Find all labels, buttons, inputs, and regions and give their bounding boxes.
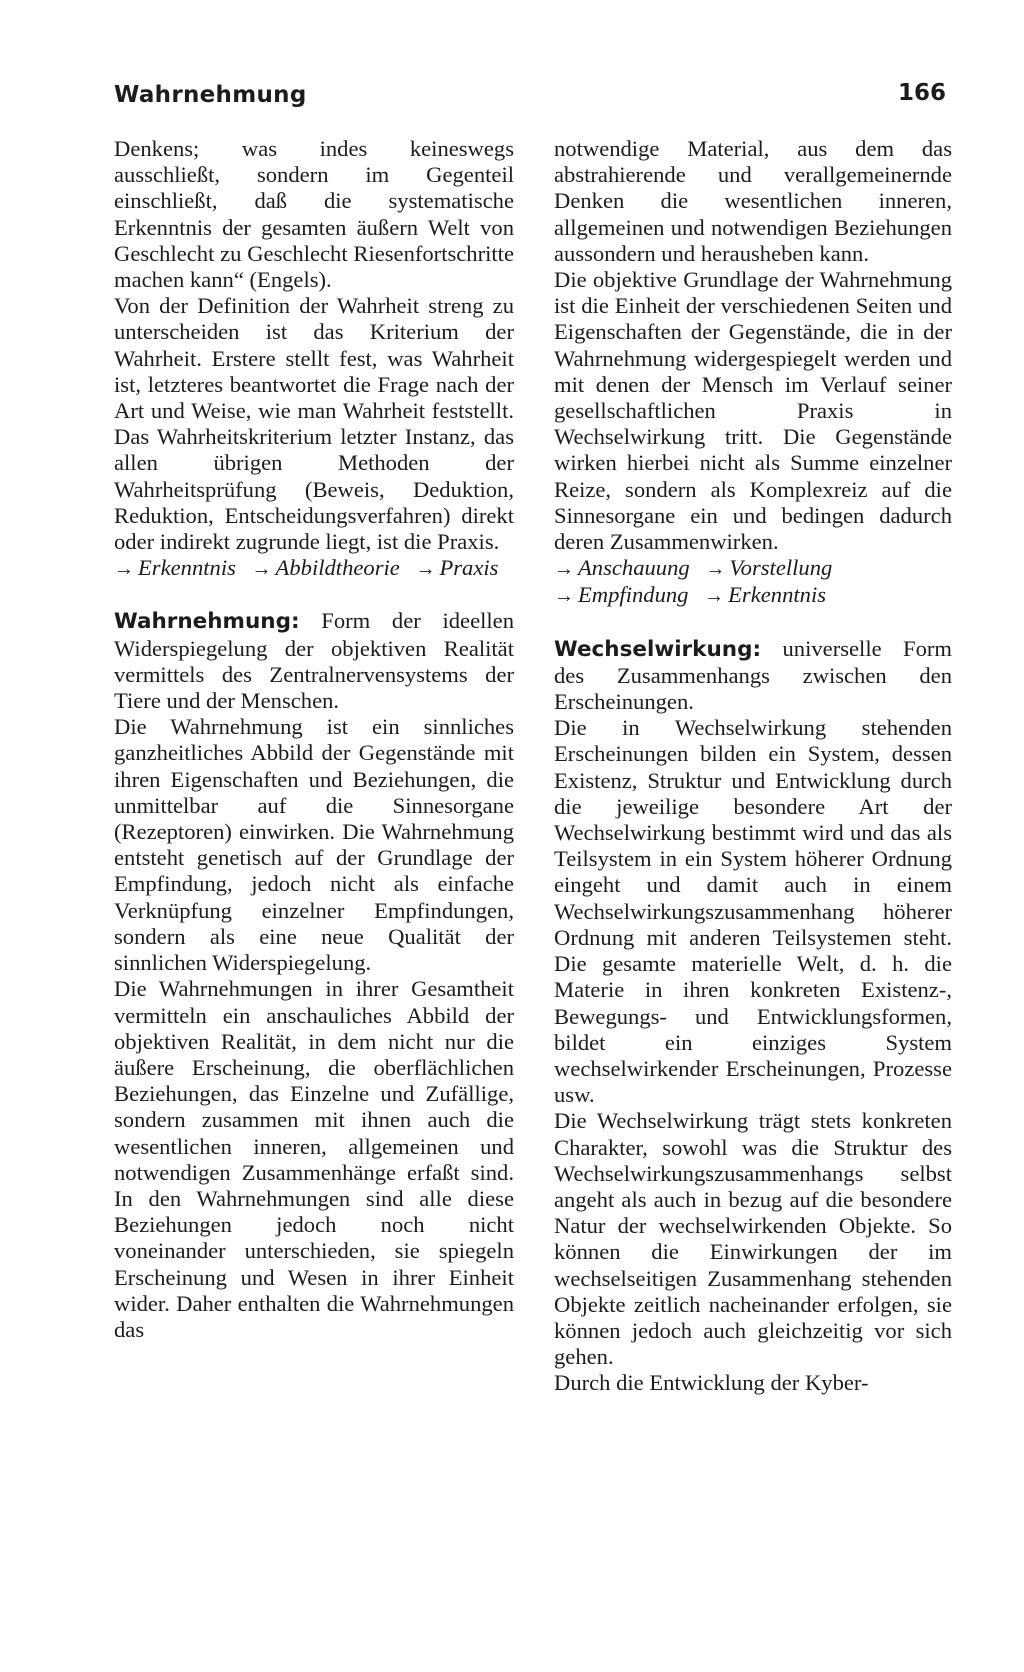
arrow-right-icon: → [415,558,436,581]
arrow-right-icon: → [251,558,272,581]
entry-definition: universelle Form des Zusammenhangs zwischen den Erscheinungen. [554,635,952,715]
entry-definition-paragraph [114,608,514,714]
see-also-link[interactable]: Empfindung [578,582,689,608]
page-number: 166 [897,80,946,106]
see-also-link[interactable]: Erkenntnis [728,582,827,608]
see-also-link[interactable]: Erkenntnis [138,555,236,581]
see-also-references [554,555,952,609]
continuation-paragraph: Von der Definition der Wahrheit streng zu unterscheiden ist das Kriterium der Wahrheit. Erstere stellt fest, was Wahrheit ist, letzteres beantwortet die Frage nach der Art und Weise, wie man Wahrheit feststellt. Das Wahrheitskriterium letzter Instanz, das allen übrigen Methoden der Wahrheitsprüfung (Beweis, Deduktion, Reduktion, Entscheidungsverfahren) direkt oder indirekt zugrunde liegt, ist die Praxis. [114,293,514,555]
entry-paragraph: Die Wechselwirkung trägt stets konkreten Charakter, sowohl was die Struktur des Wechselwirkungszusammenhangs selbst angeht als auch in bezug auf die besondere Natur der wechselwirkenden Objekte. So können die Einwirkungen der im wechselseitigen Zusammenhang stehenden Objekte zeitlich nacheinander erfolgen, sie können jedoch auch gleichzeitig vor sich gehen. [554,1108,952,1370]
continuation-paragraph: Die objektive Grundlage der Wahrnehmung ist die Einheit der verschiedenen Seiten und Eigenschaften der Gegenstände, die in der Wahrnehmung widergespiegelt werden und mit denen der Mensch im Verlauf seiner gesellschaftlichen Praxis in Wechselwirkung tritt. Die Gegenstände wirken hierbei nicht als Summe einzelner Reize, sondern als Komplexreiz auf die Sinnesorgane ein und bedingen dadurch deren Zusammenwirken. [554,267,952,555]
see-also-references [114,555,514,582]
arrow-right-icon: → [705,558,726,581]
entry-definition: Form der ideellen Widerspiegelung der objektiven Realität vermittels des Zentralnervensystems der Tiere und der Menschen. [114,608,514,714]
running-head: Wahrnehmung [114,82,307,108]
entry-paragraph: Die in Wechselwirkung stehenden Erscheinungen bilden ein System, dessen Existenz, Struktur und Entwicklung durch die jeweilige besondere Art der Wechselwirkung bestimmt wird und das als Teilsystem in ein System höherer Ordnung eingeht und damit auch in einem Wechselwirkungszusammenhang höherer Ordnung mit anderen Teilsystemen steht. Die gesamte materielle Welt, d. h. die Materie in ihren konkreten Existenz-, Bewegungs- und Entwicklungsformen, bildet ein einziges System wechselwirkender Erscheinungen, Prozesse usw. [554,715,952,1108]
see-also-link[interactable]: Anschauung [578,555,690,581]
right-column [554,136,952,1397]
arrow-right-icon: → [554,558,574,581]
entry-paragraph: Durch die Entwicklung der Kyber- [554,1370,869,1396]
entry-term: Wechselwirkung: [554,636,762,662]
see-also-link[interactable]: Abbildtheorie [275,555,400,581]
see-also-link[interactable]: Praxis [439,555,499,581]
left-column [114,136,514,1343]
continuation-paragraph: notwendige Material, aus dem das abstrahierende und verallgemeinernde Denken die wesentlichen inneren, allgemeinen und notwendigen Beziehungen aussondern und herausheben kann. [554,136,952,266]
entry-term: Wahrnehmung: [114,609,300,635]
dictionary-entry [554,636,952,1397]
see-also-link[interactable]: Vorstellung [729,555,833,581]
dictionary-entry [114,608,514,1343]
entry-paragraph: Die Wahrnehmung ist ein sinnliches ganzheitliches Abbild der Gegenstände mit ihren Eigenschaften und Beziehungen, die unmittelbar auf die Sinnesorgane (Rezeptoren) einwirken. Die Wahrnehmung entsteht genetisch auf der Grundlage der Empfindung, jedoch nicht als einfache Verknüpfung einzelner Empfindungen, sondern als eine neue Qualität der sinnlichen Widerspiegelung. [114,714,514,976]
arrow-right-icon: → [704,585,725,608]
entry-definition-paragraph [554,636,952,716]
continuation-paragraph: Denkens; was indes keineswegs ausschließt, sondern im Gegenteil einschließt, daß die systematische Erkenntnis der gesamten äußern Welt von Geschlecht zu Geschlecht Riesenfortschritte machen kann“ (Engels). [114,136,514,293]
arrow-right-icon: → [114,558,134,581]
entry-paragraph: Die Wahrnehmungen in ihrer Gesamtheit vermitteln ein anschauliches Abbild der objektiven Realität, in dem nicht nur die äußere Erscheinung, die oberflächlichen Beziehungen, das Einzelne und Zufällige, sondern zusammen mit ihnen auch die wesentlichen inneren, allgemeinen und notwendigen Zusammenhänge erfaßt sind. In den Wahrnehmungen sind alle diese Beziehungen jedoch noch nicht voneinander unterschieden, sie spiegeln Erscheinung und Wesen in ihrer Einheit wider. Daher enthalten die Wahrnehmungen das [114,976,514,1342]
arrow-right-icon: → [554,585,574,608]
